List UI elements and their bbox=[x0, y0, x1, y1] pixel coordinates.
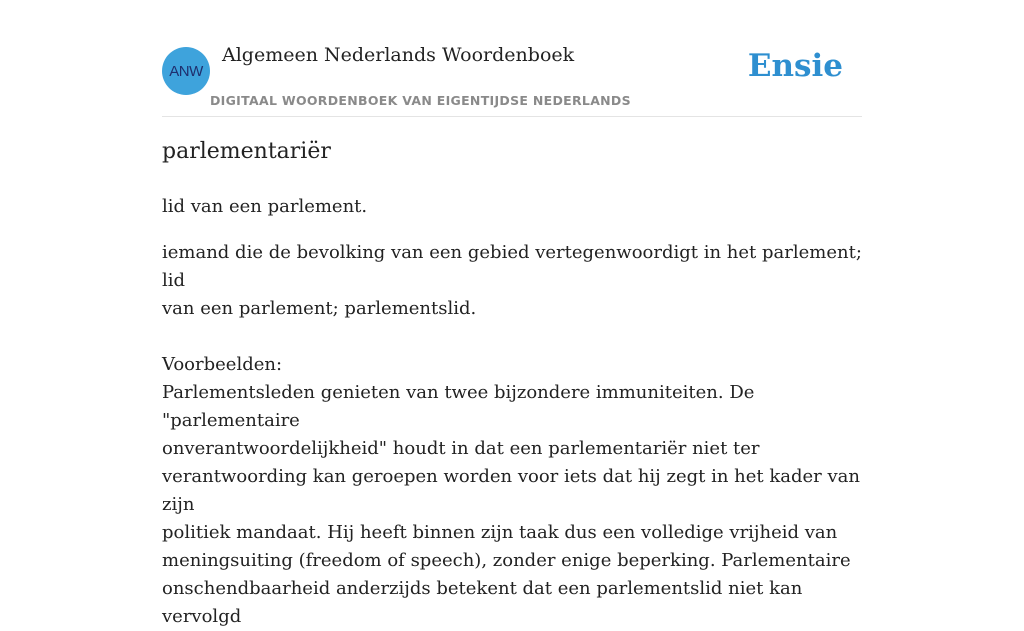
long-definition-line: iemand die de bevolking van een gebied vertegenwoordigt in het parlement; lid bbox=[162, 242, 862, 291]
short-definition: lid van een parlement. bbox=[162, 196, 368, 217]
example-line: Parlementsleden genieten van twee bijzondere immuniteiten. De "parlementaire bbox=[162, 382, 755, 431]
site-header bbox=[162, 0, 862, 117]
entry-body bbox=[162, 239, 862, 631]
logo-text: ANW bbox=[169, 62, 203, 80]
site-subtitle: DIGITAAL WOORDENBOEK VAN EIGENTIJDSE NEDERLANDS bbox=[210, 93, 631, 108]
example-line: meningsuiting (freedom of speech), zonder enige beperking. Parlementaire bbox=[162, 550, 851, 571]
example-line: politiek mandaat. Hij heeft binnen zijn taak dus een volledige vrijheid van bbox=[162, 522, 838, 543]
site-title[interactable]: Algemeen Nederlands Woordenboek bbox=[222, 44, 575, 66]
example-line: onverantwoordelijkheid" houdt in dat een parlementariër niet ter bbox=[162, 438, 760, 459]
page bbox=[162, 0, 862, 627]
ensie-brand-logo[interactable]: Ensie bbox=[747, 48, 843, 84]
spacer bbox=[162, 323, 862, 351]
example-line: onschendbaarheid anderzijds betekent dat een parlementslid niet kan vervolgd bbox=[162, 578, 803, 627]
examples-label: Voorbeelden: bbox=[162, 354, 283, 375]
entry-headword: parlementariër bbox=[162, 139, 331, 164]
anw-logo[interactable] bbox=[162, 47, 210, 95]
long-definition-line: van een parlement; parlementslid. bbox=[162, 298, 477, 319]
example-line: verantwoording kan geroepen worden voor iets dat hij zegt in het kader van zijn bbox=[162, 466, 860, 515]
